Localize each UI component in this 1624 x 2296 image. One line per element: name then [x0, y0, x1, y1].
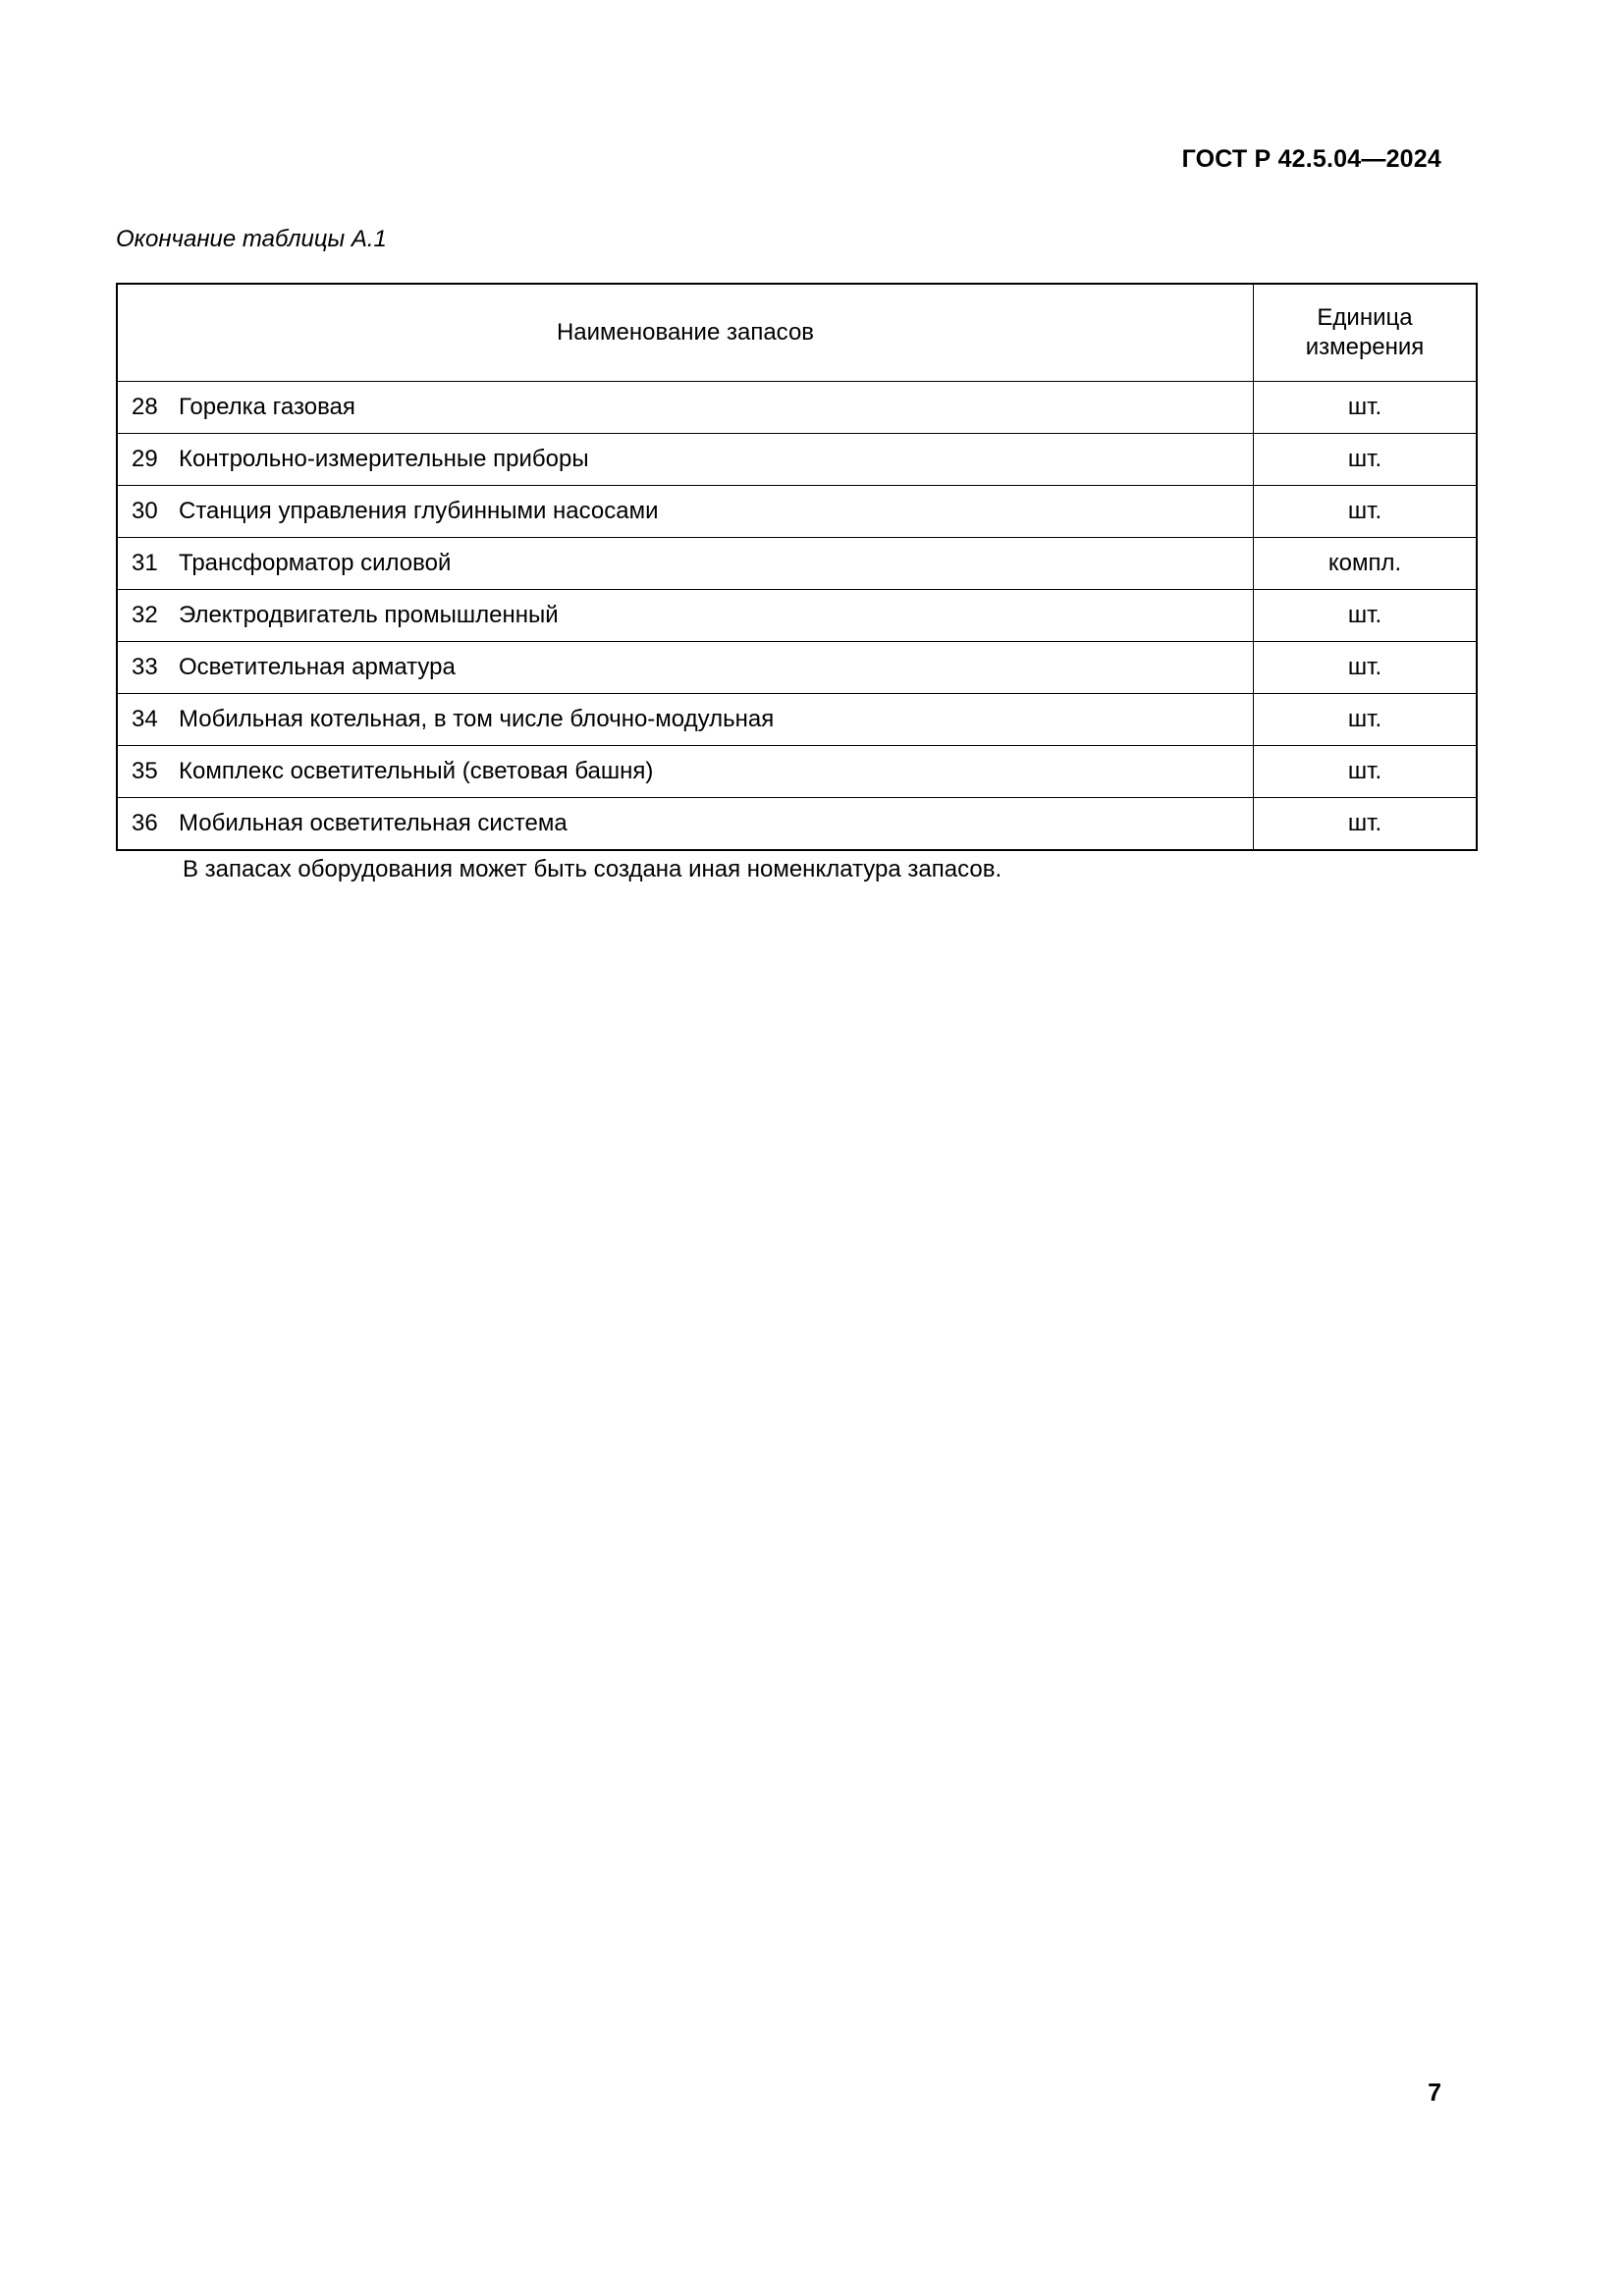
unit-cell: компл. [1254, 538, 1478, 590]
row-number: 36 [132, 810, 158, 836]
item-name-cell [117, 694, 1254, 746]
item-name: Станция управления глубинными насосами [179, 498, 659, 524]
item-name: Комплекс осветительный (световая башня) [179, 758, 654, 784]
item-name-cell [117, 642, 1254, 694]
table-row [117, 486, 1477, 538]
table-body [117, 382, 1477, 851]
header-unit-column: Единица измерения [1254, 284, 1478, 382]
item-name: Горелка газовая [179, 394, 355, 420]
table-header-row [117, 284, 1477, 382]
table-row [117, 642, 1477, 694]
table-row [117, 694, 1477, 746]
item-name-cell [117, 590, 1254, 642]
item-name-cell [117, 434, 1254, 486]
unit-cell: шт. [1254, 798, 1478, 851]
unit-cell: шт. [1254, 746, 1478, 798]
unit-cell: шт. [1254, 434, 1478, 486]
item-name: Мобильная котельная, в том числе блочно-модульная [179, 706, 775, 732]
document-header: ГОСТ Р 42.5.04—2024 [1181, 145, 1441, 173]
unit-cell: шт. [1254, 382, 1478, 434]
row-number: 30 [132, 498, 158, 524]
row-number: 31 [132, 550, 158, 576]
item-name-cell [117, 486, 1254, 538]
supplies-table [116, 283, 1478, 851]
table-row [117, 382, 1477, 434]
row-number: 33 [132, 654, 158, 680]
item-name-cell [117, 382, 1254, 434]
table-row [117, 798, 1477, 851]
item-name-cell [117, 538, 1254, 590]
item-name: Контрольно-измерительные приборы [179, 446, 589, 472]
table-note: В запасах оборудования может быть создана иная номенклатура запасов. [183, 856, 1002, 882]
item-name: Мобильная осветительная система [179, 810, 568, 836]
item-name: Электродвигатель промышленный [179, 602, 559, 628]
row-number: 28 [132, 394, 158, 420]
unit-cell: шт. [1254, 590, 1478, 642]
table-head [117, 284, 1477, 382]
item-name: Трансформатор силовой [179, 550, 452, 576]
item-name-cell [117, 798, 1254, 851]
row-number: 32 [132, 602, 158, 628]
row-number: 35 [132, 758, 158, 784]
unit-cell: шт. [1254, 694, 1478, 746]
unit-cell: шт. [1254, 642, 1478, 694]
table-caption: Окончание таблицы А.1 [116, 226, 387, 252]
table-row [117, 538, 1477, 590]
table-row [117, 746, 1477, 798]
item-name-cell [117, 746, 1254, 798]
row-number: 34 [132, 706, 158, 732]
unit-cell: шт. [1254, 486, 1478, 538]
item-name: Осветительная арматура [179, 654, 456, 680]
table-row [117, 590, 1477, 642]
header-name-column: Наименование запасов [117, 284, 1254, 382]
row-number: 29 [132, 446, 158, 472]
page-number: 7 [1428, 2079, 1441, 2107]
table-row [117, 434, 1477, 486]
